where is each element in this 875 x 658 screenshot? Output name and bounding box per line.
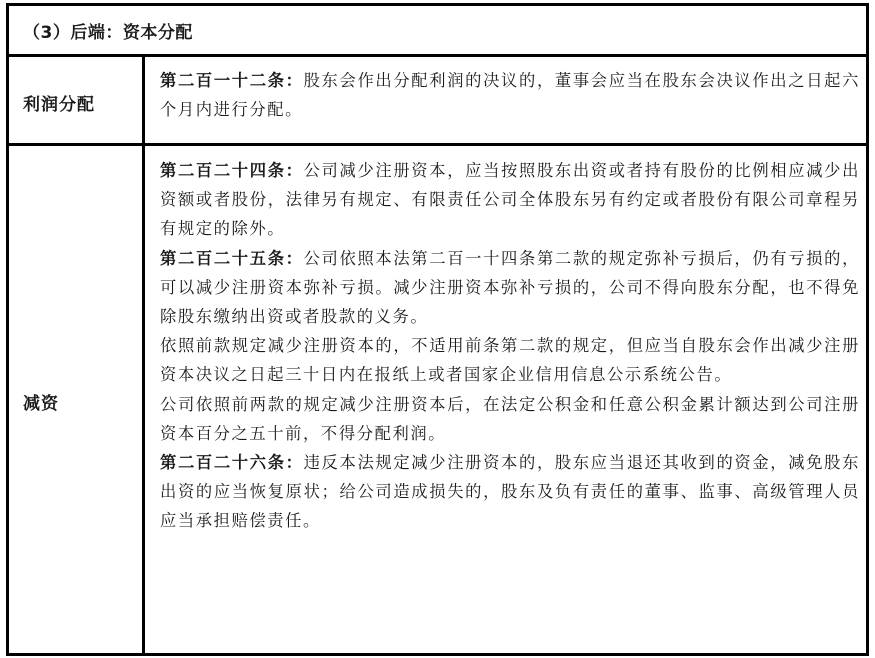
- article-number: 第二百二十六条：: [160, 453, 304, 473]
- article-number: 第二百二十五条：: [160, 248, 304, 268]
- row-label: 减资: [23, 394, 59, 414]
- article-text: 公司减少注册资本，应当按照股东出资或者持有股份的比例相应减少出资额或者股份，法律另有规定、有限责任公司全体股东另有约定或者股份有限公司章程另有规定的除外。: [160, 161, 860, 239]
- article-paragraph: [160, 331, 860, 389]
- section-title: （3）后端：资本分配: [23, 23, 193, 43]
- row-label-cell: [9, 57, 145, 143]
- table-header-row: [9, 6, 866, 57]
- row-label-cell: [9, 146, 145, 653]
- table-row-capital-reduction: [9, 146, 866, 653]
- article-text: 违反本法规定减少注册资本的，股东应当退还其收到的资金，减免股东出资的应当恢复原状；给公司造成损失的，股东及负有责任的董事、监事、高级管理人员应当承担赔偿责任。: [160, 453, 860, 531]
- article-paragraph: [160, 156, 860, 244]
- article-text: 公司依照本法第二百一十四条第二款的规定弥补亏损后，仍有亏损的，可以减少注册资本弥补亏损。减少注册资本弥补亏损的，公司不得向股东分配，也不得免除股东缴纳出资或者股款的义务。: [160, 248, 860, 327]
- row-content-cell: [160, 66, 860, 124]
- article-number: 第二百一十二条：: [160, 71, 304, 90]
- row-label: 利润分配: [23, 95, 95, 115]
- capital-allocation-table: [6, 3, 869, 656]
- article-paragraph: [160, 66, 860, 124]
- article-paragraph: [160, 244, 860, 332]
- article-number: 第二百二十四条：: [160, 161, 304, 180]
- article-paragraph: [160, 448, 860, 536]
- article-text: 股东会作出分配利润的决议的，董事会应当在股东会决议作出之日起六个月内进行分配。: [160, 71, 860, 120]
- table-row-profit-distribution: [9, 57, 866, 146]
- row-content-cell: [160, 156, 860, 536]
- article-text: 依照前款规定减少注册资本的，不适用前条第二款的规定，但应当自股东会作出减少注册资本决议之日起三十日内在报纸上或者国家企业信用信息公示系统公告。: [160, 336, 860, 385]
- article-text: 公司依照前两款的规定减少注册资本后，在法定公积金和任意公积金累计额达到公司注册资本百分之五十前，不得分配利润。: [160, 394, 860, 443]
- article-paragraph: [160, 390, 860, 448]
